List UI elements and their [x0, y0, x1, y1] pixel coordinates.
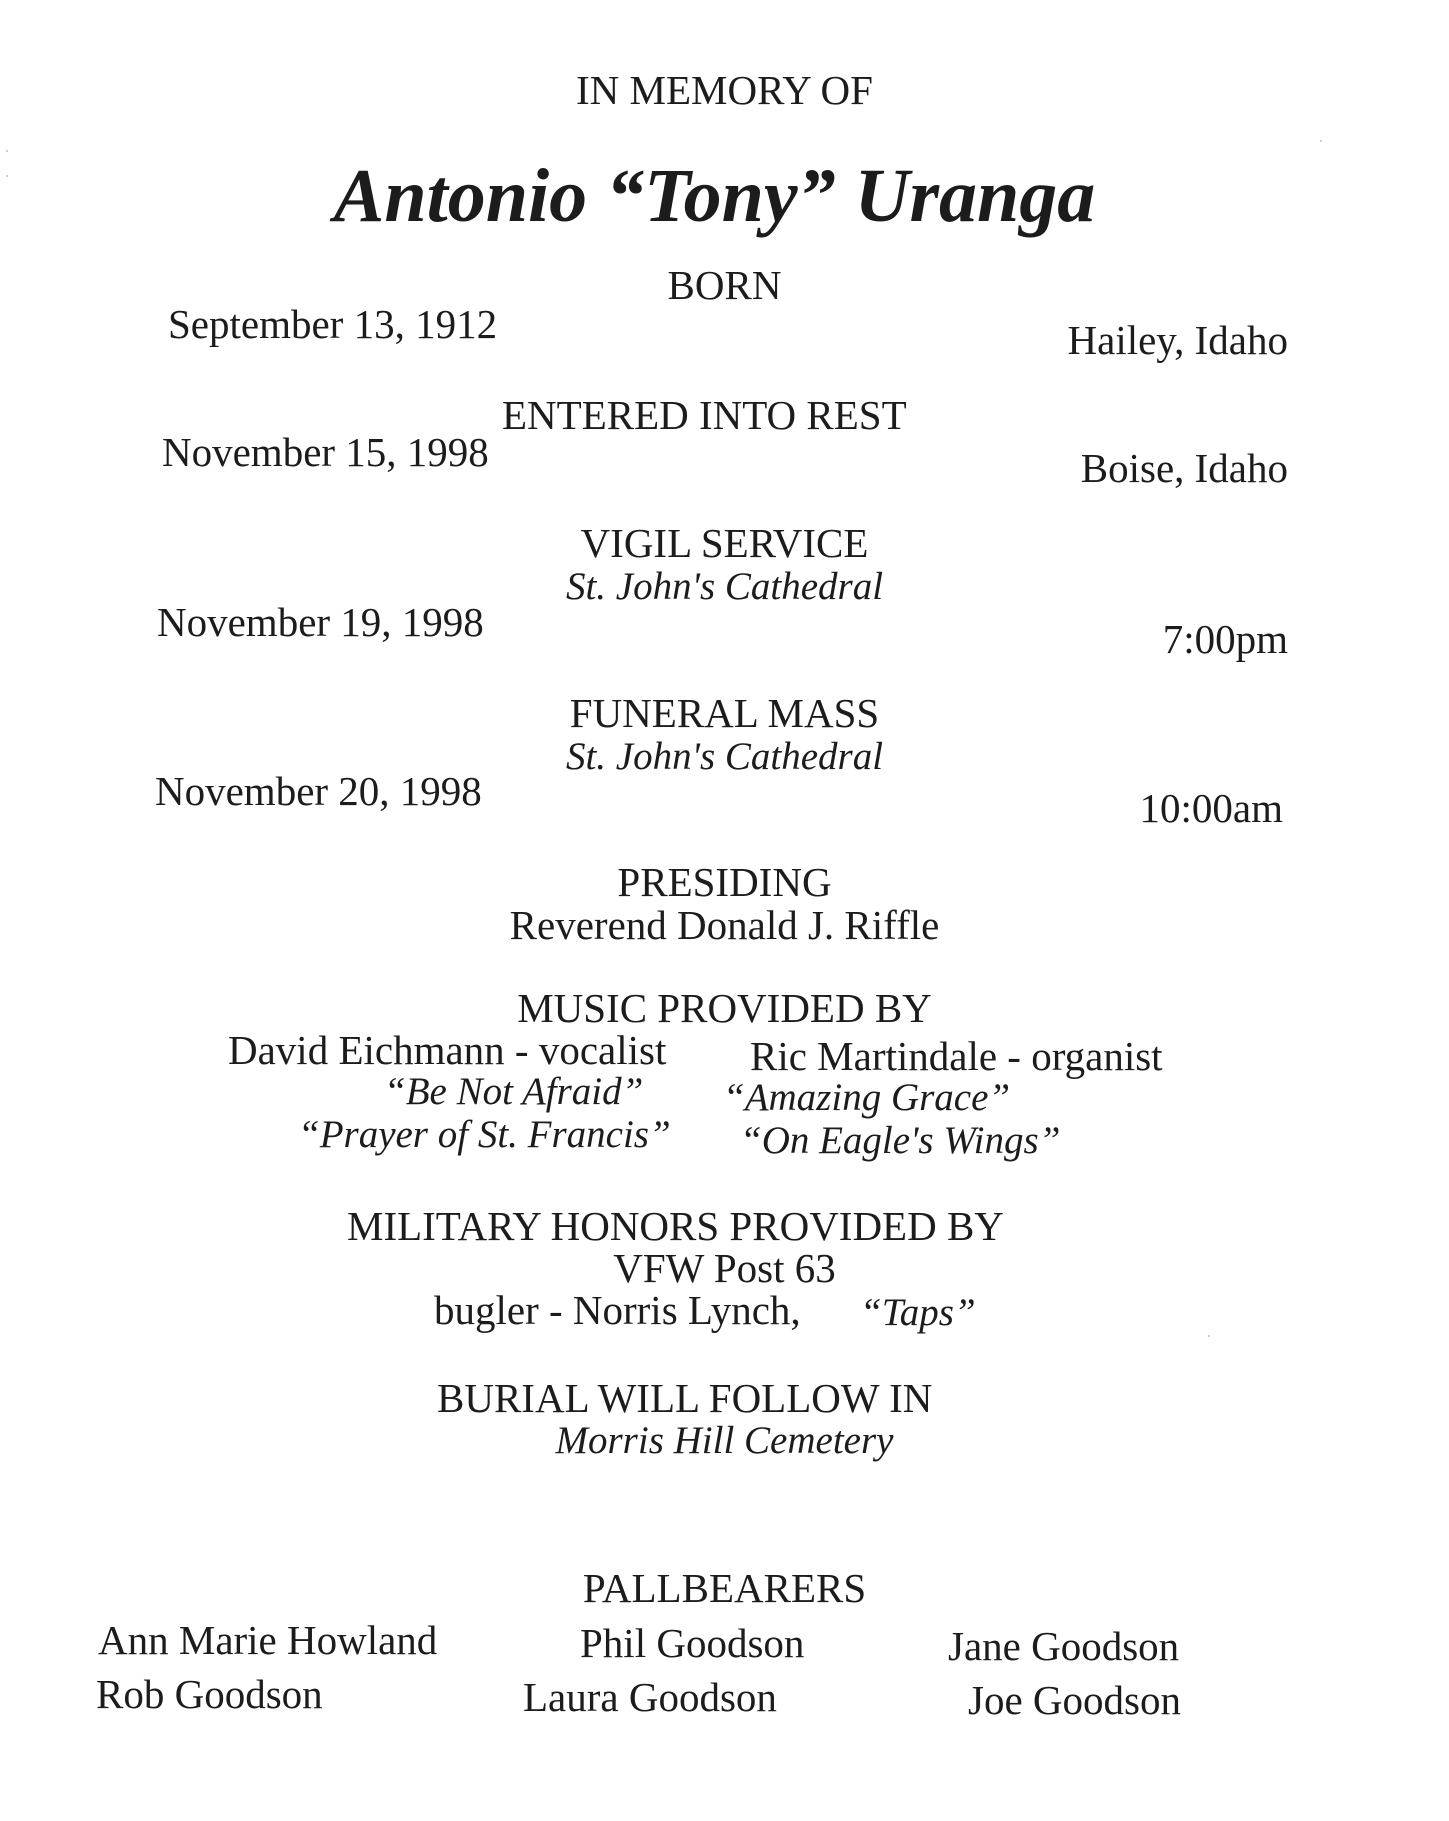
scan-speck [1320, 140, 1322, 142]
rest-place: Boise, Idaho [1080, 445, 1288, 491]
burial-label: BURIAL WILL FOLLOW IN [437, 1375, 933, 1421]
deceased-name: Antonio “Tony” Uranga [333, 154, 1096, 238]
rest-date: November 15, 1998 [162, 429, 489, 475]
song-prayer-of-st-francis: “Prayer of St. Francis” [298, 1113, 671, 1156]
military-song: “Taps” [860, 1291, 976, 1334]
song-amazing-grace: “Amazing Grace” [723, 1076, 1011, 1119]
scan-speck [6, 150, 8, 152]
scan-speck [6, 175, 8, 177]
in-memory-heading: IN MEMORY OF [576, 67, 873, 113]
presiding-label: PRESIDING [617, 859, 832, 905]
pallbearer-name: Phil Goodson [580, 1620, 805, 1666]
music-label: MUSIC PROVIDED BY [517, 985, 932, 1031]
presiding-name: Reverend Donald J. Riffle [509, 902, 940, 948]
music-vocalist: David Eichmann - vocalist [228, 1027, 667, 1073]
pallbearer-name: Rob Goodson [96, 1671, 323, 1717]
pallbearers-label: PALLBEARERS [582, 1565, 867, 1611]
vigil-location: St. John's Cathedral [565, 565, 884, 608]
pallbearer-name: Ann Marie Howland [98, 1617, 438, 1663]
born-label: BORN [667, 262, 782, 308]
rest-label: ENTERED INTO REST [502, 392, 907, 438]
burial-place: Morris Hill Cemetery [555, 1419, 894, 1462]
music-organist: Ric Martindale - organist [750, 1033, 1163, 1079]
born-place: Hailey, Idaho [1067, 317, 1288, 363]
born-date: September 13, 1912 [168, 301, 498, 347]
vigil-time: 7:00pm [1162, 616, 1288, 662]
military-label: MILITARY HONORS PROVIDED BY [347, 1203, 1004, 1249]
scan-speck [1208, 1335, 1210, 1337]
pallbearer-name: Joe Goodson [968, 1677, 1181, 1723]
funeral-date: November 20, 1998 [155, 768, 482, 814]
vigil-date: November 19, 1998 [157, 599, 484, 645]
funeral-time: 10:00am [1139, 785, 1283, 831]
funeral-location: St. John's Cathedral [565, 735, 884, 778]
funeral-label: FUNERAL MASS [569, 690, 880, 736]
military-post: VFW Post 63 [613, 1245, 836, 1291]
vigil-label: VIGIL SERVICE [580, 520, 869, 566]
song-be-not-afraid: “Be Not Afraid” [384, 1070, 644, 1113]
pallbearer-name: Laura Goodson [523, 1674, 777, 1720]
military-bugler: bugler - Norris Lynch, [434, 1287, 801, 1333]
song-on-eagles-wings: “On Eagle's Wings” [740, 1119, 1061, 1162]
pallbearer-name: Jane Goodson [948, 1623, 1180, 1669]
